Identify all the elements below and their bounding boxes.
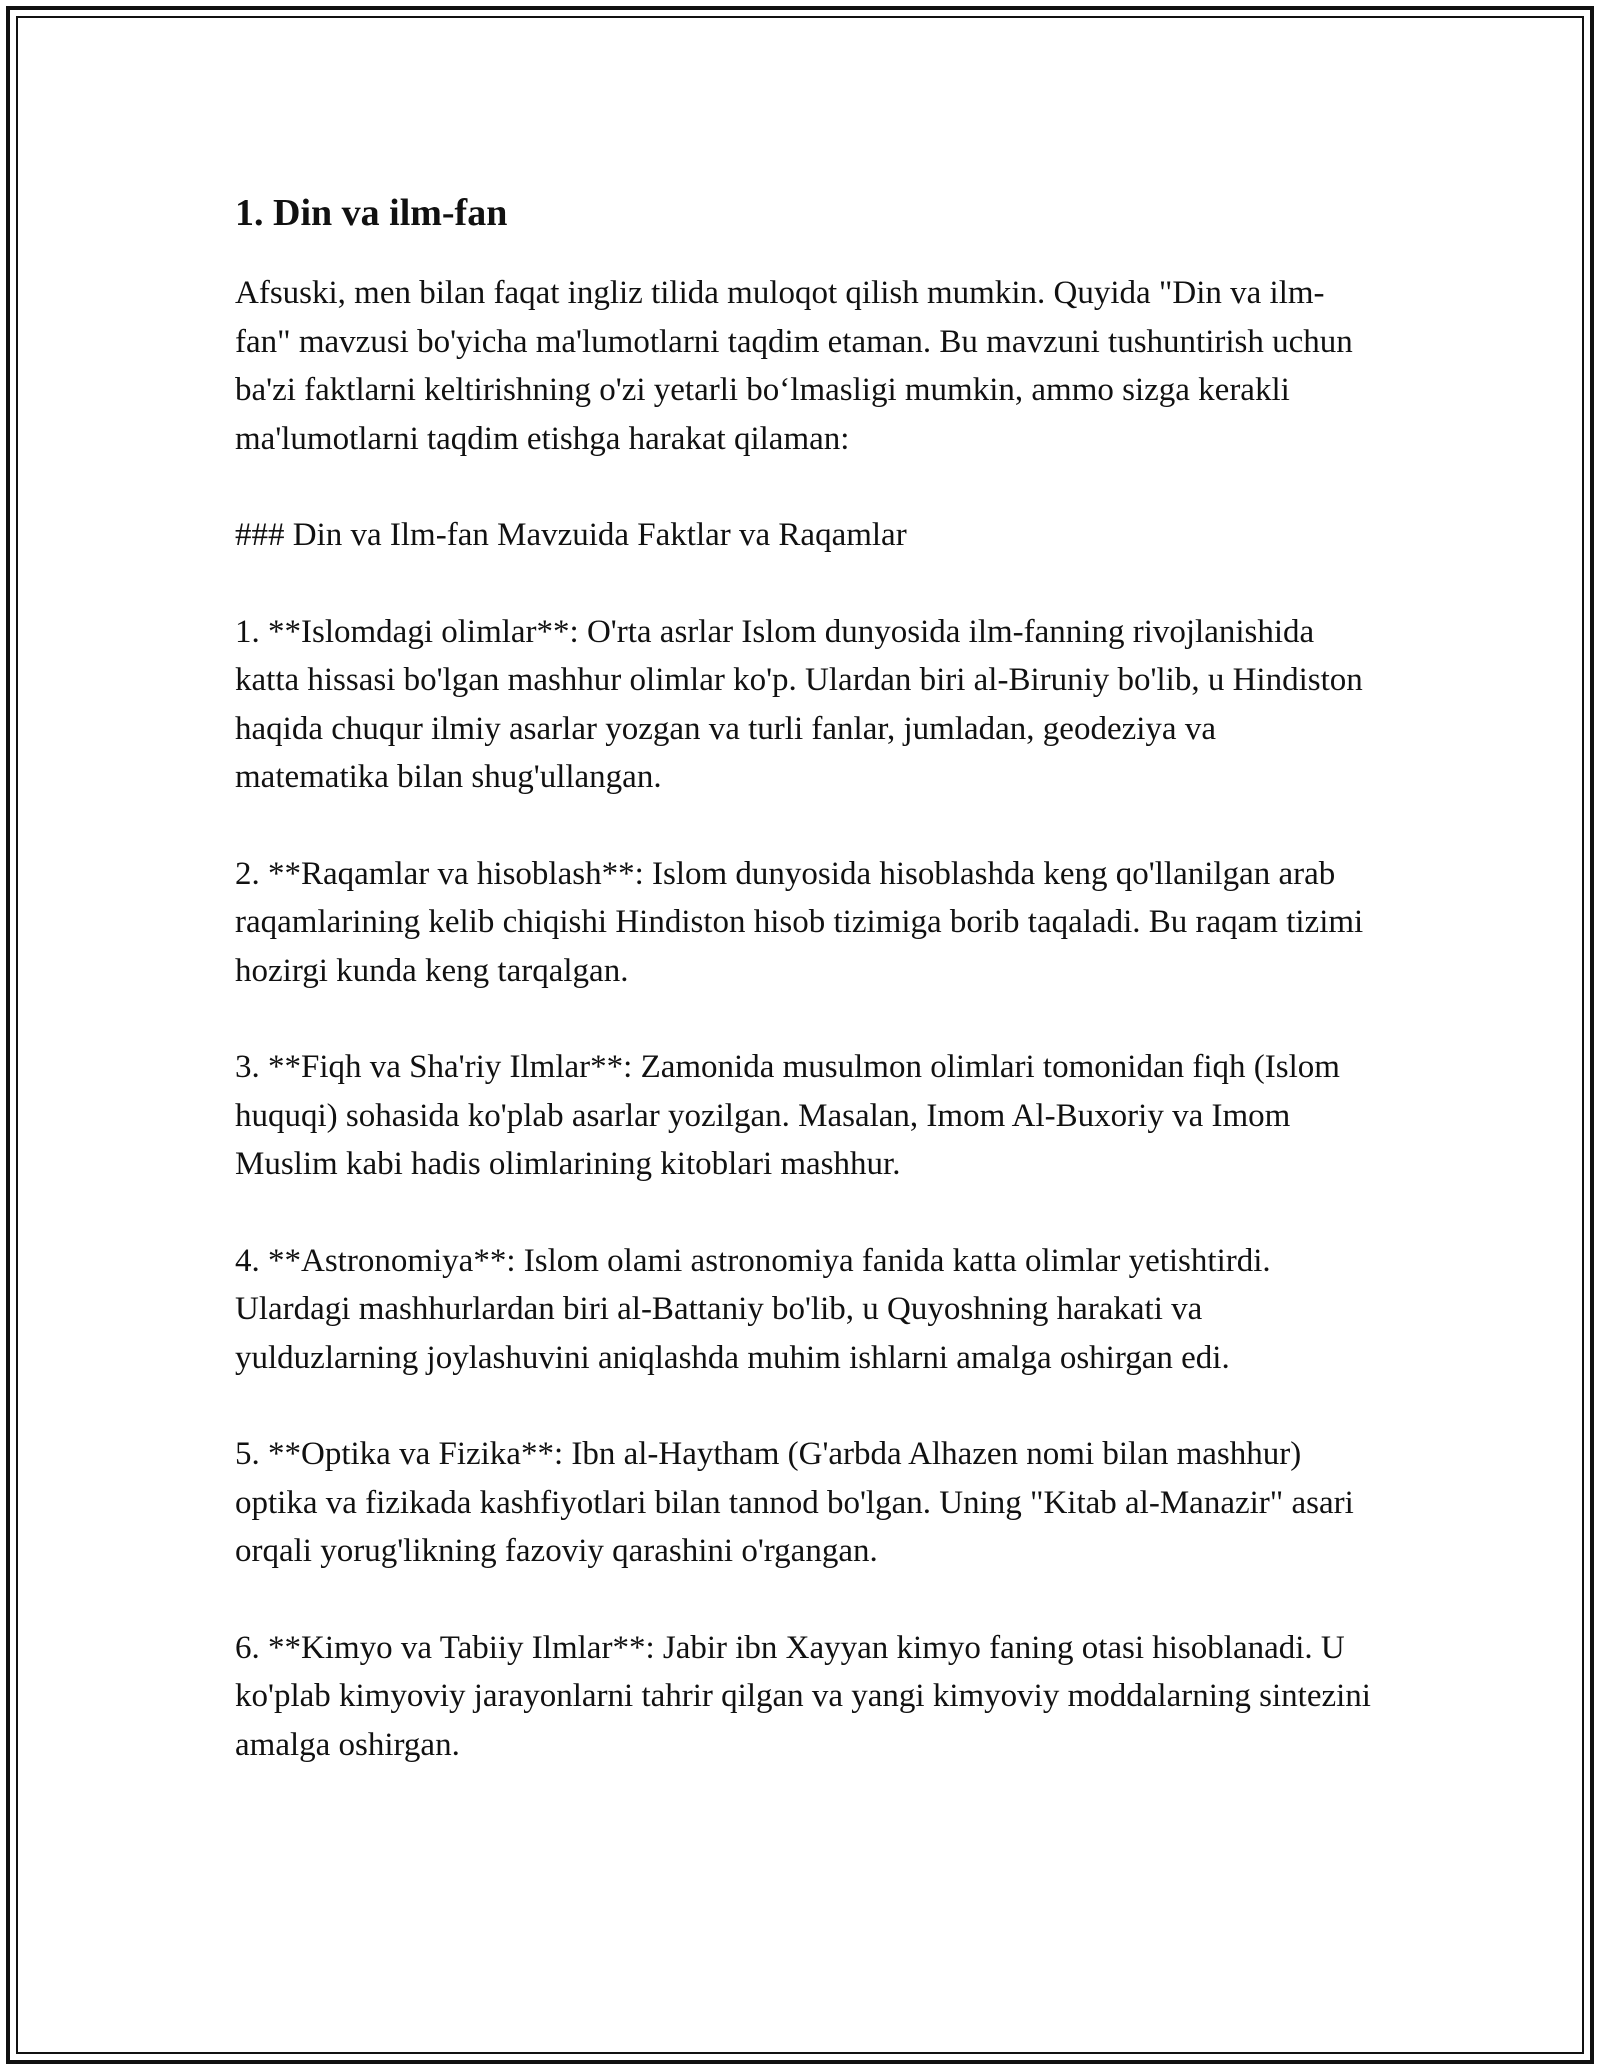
- section-subheading: ### Din va Ilm-fan Mavzuida Faktlar va Raqamlar: [235, 517, 907, 553]
- intro-paragraph: Afsuski, men bilan faqat ingliz tilida muloqot qilish mumkin. Quyida "Din va ilm-fan" mavzusi bo'yicha ma'lumotlarni taqdim etaman. Bu mavzuni tushuntirish uchun ba'zi faktlarni keltirishning o'zi yetarli bo‘lmasligi mumkin, ammo sizga kerakli ma'lumotlarni taqdim etishga harakat qilaman:: [235, 275, 1353, 457]
- list-item-fiqh-va-shariy-ilmlar: 3. **Fiqh va Sha'riy Ilmlar**: Zamonida musulmon olimlari tomonidan fiqh (Islom huquqi) sohasida ko'plab asarlar yozilgan. Masalan, Imom Al-Buxoriy va Imom Muslim kabi hadis olimlarining kitoblari mashhur.: [235, 1049, 1340, 1182]
- list-item-raqamlar-va-hisoblash: 2. **Raqamlar va hisoblash**: Islom dunyosida hisoblashda keng qo'llanilgan arab raqamlarining kelib chiqishi Hindiston hisob tizimiga borib taqaladi. Bu raqam tizimi hozirgi kunda keng tarqalgan.: [235, 855, 1364, 989]
- document-body: [235, 185, 1375, 1817]
- list-item-astronomiya: 4. **Astronomiya**: Islom olami astronomiya fanida katta olimlar yetishtirdi. Ulardagi mashhurlardan biri al-Battaniy bo'lib, u Quyoshning harakati va yulduzlarning joylashuvini aniqlashda muhim ishlarni amalga oshirgan edi.: [235, 1242, 1271, 1376]
- list-item-optika-va-fizika: 5. **Optika va Fizika**: Ibn al-Haytham (G'arbda Alhazen nomi bilan mashhur) optika va fizikada kashfiyotlari bilan tannod bo'lgan. Uning "Kitab al-Manazir" asari orqali yorug'likning fazoviy qarashini o'rgangan.: [235, 1436, 1354, 1569]
- list-item-kimyo-va-tabiiy-ilmlar: 6. **Kimyo va Tabiiy Ilmlar**: Jabir ibn Xayyan kimyo faning otasi hisoblanadi. U ko'plab kimyoviy jarayonlarni tahrir qilgan va yangi kimyoviy moddalarning sintezini amalga oshirgan.: [235, 1629, 1371, 1763]
- list-item-islomdagi-olimlar: 1. **Islomdagi olimlar**: O'rta asrlar Islom dunyosida ilm-fanning rivojlanishida katta hissasi bo'lgan mashhur olimlar ko'p. Ulardan biri al-Biruniy bo'lib, u Hindiston haqida chuqur ilmiy asarlar yozgan va turli fanlar, jumladan, geodeziya va matematika bilan shug'ullangan.: [235, 613, 1363, 795]
- document-title: 1. Din va ilm-fan: [235, 192, 508, 234]
